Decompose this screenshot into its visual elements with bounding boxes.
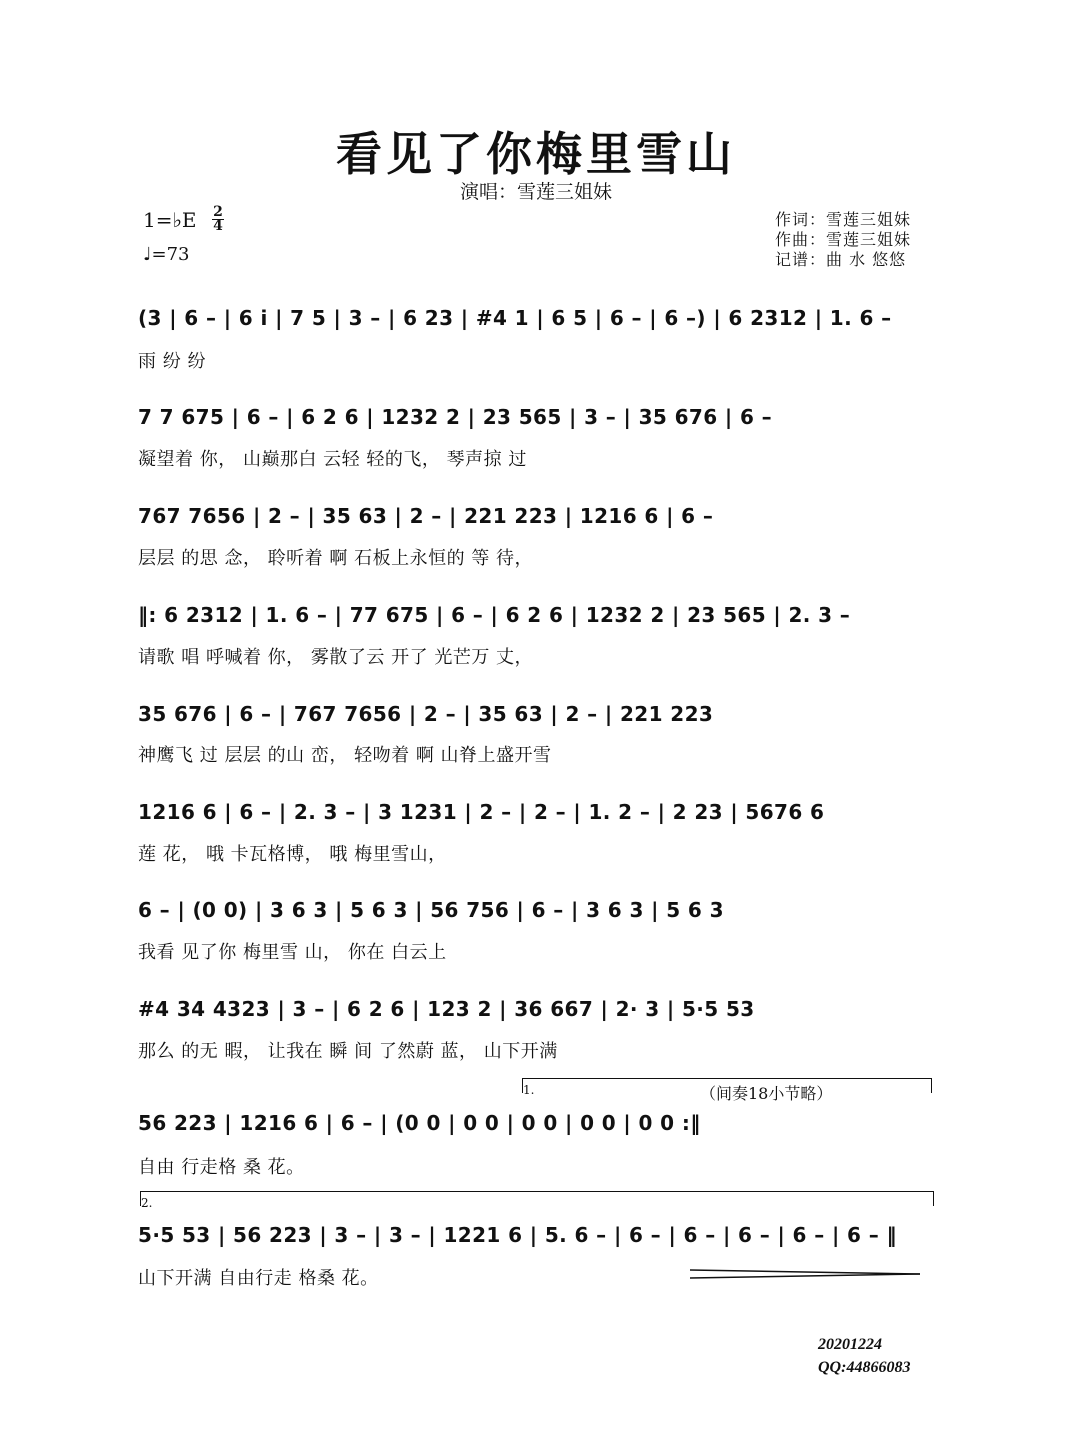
score-line-6: 1216 6 | 6 – | 2. 3 – | 3 1231 | 2 – | 2 – | 1. 2 – | 2 23 | 5676 6 [138, 800, 825, 824]
second-ending-bracket [140, 1191, 934, 1210]
score-line-8: #4 34 4323 | 3 – | 6 2 6 | 123 2 | 36 667 | 2· 3 | 5·5 53 [138, 997, 755, 1021]
date-stamp: 20201224 [818, 1336, 882, 1353]
lyric-line-4: 请歌 唱 呼喊着 你， 雾散了云 开了 光芒万 丈， [138, 647, 534, 668]
lyric-line-1: 雨 纷 纷 [138, 351, 206, 372]
lyric-line-6: 莲 花， 哦 卡瓦格博， 哦 梅里雪山， [138, 844, 447, 865]
time-bottom: 4 [213, 218, 223, 234]
credits-block [775, 210, 911, 270]
score-line-9: 56 223 | 1216 6 | 6 – | (0 0 | 0 0 | 0 0 | 0 0 | 0 0 :‖ [138, 1111, 701, 1135]
lyric-line-3: 层层 的思 念， 聆听着 啊 石板上永恒的 等 待， [138, 548, 534, 569]
score-line-3: 767 7656 | 2 – | 35 63 | 2 – | 221 223 | 1216 6 | 6 – [138, 504, 714, 528]
tempo-marking: ♩=73 [143, 244, 190, 265]
first-ending-number: 1. [523, 1083, 535, 1097]
score-line-5: 35 676 | 6 – | 767 7656 | 2 – | 35 63 | 2 – | 221 223 [138, 702, 714, 726]
song-title: 看见了你梅里雪山 [336, 127, 736, 181]
time-signature [212, 206, 224, 233]
score-line-1: (3 | 6 – | 6 i | 7 5 | 3 – | 6 23 | #4 1 | 6 5 | 6 – | 6 –) | 6 2312 | 1. 6 – [138, 306, 892, 330]
lyric-line-2: 凝望着 你， 山巅那白 云轻 轻的飞， 琴声掠 过 [138, 449, 527, 470]
score-line-4: ‖: 6 2312 | 1. 6 – | 77 675 | 6 – | 6 2 6 | 1232 2 | 23 565 | 2. 3 – [138, 603, 851, 627]
transcriber-credit: 记谱：曲 水 悠悠 [775, 250, 907, 269]
second-ending-number: 2. [141, 1196, 153, 1210]
lyricist-credit: 作词：雪莲三姐妹 [775, 210, 912, 229]
lyric-line-9: 自由 行走格 桑 花。 [138, 1157, 305, 1178]
lyric-line-10: 山下开满 自由行走 格桑 花。 [138, 1268, 379, 1289]
time-top: 2 [213, 204, 223, 220]
interlude-note: （间奏18小节略） [700, 1084, 833, 1103]
score-line-7: 6 – | (0 0) | 3 6 3 | 5 6 3 | 56 756 | 6 – | 3 6 3 | 5 6 3 [138, 898, 724, 922]
lyric-line-8: 那么 的无 暇， 让我在 瞬 间 了然蔚 蓝， 山下开满 [138, 1041, 558, 1062]
lyric-line-5: 神鹰飞 过 层层 的山 峦， 轻吻着 啊 山脊上盛开雪 [138, 745, 552, 766]
qq-stamp: QQ:44866083 [818, 1359, 911, 1376]
lyric-line-7: 我看 见了你 梅里雪 山， 你在 白云上 [138, 942, 447, 963]
singer-credit: 演唱：雪莲三姐妹 [459, 181, 612, 203]
decrescendo-hairpin [690, 1268, 922, 1280]
score-line-2: 7 7 675 | 6 – | 6 2 6 | 1232 2 | 23 565 | 3 – | 35 676 | 6 – [138, 405, 773, 429]
key-signature: 1=♭E [143, 208, 197, 232]
score-line-10: 5·5 53 | 56 223 | 3 – | 3 – | 1221 6 | 5. 6 – | 6 – | 6 – | 6 – | 6 – | 6 – ‖ [138, 1223, 897, 1247]
composer-credit: 作曲：雪莲三姐妹 [775, 230, 912, 249]
